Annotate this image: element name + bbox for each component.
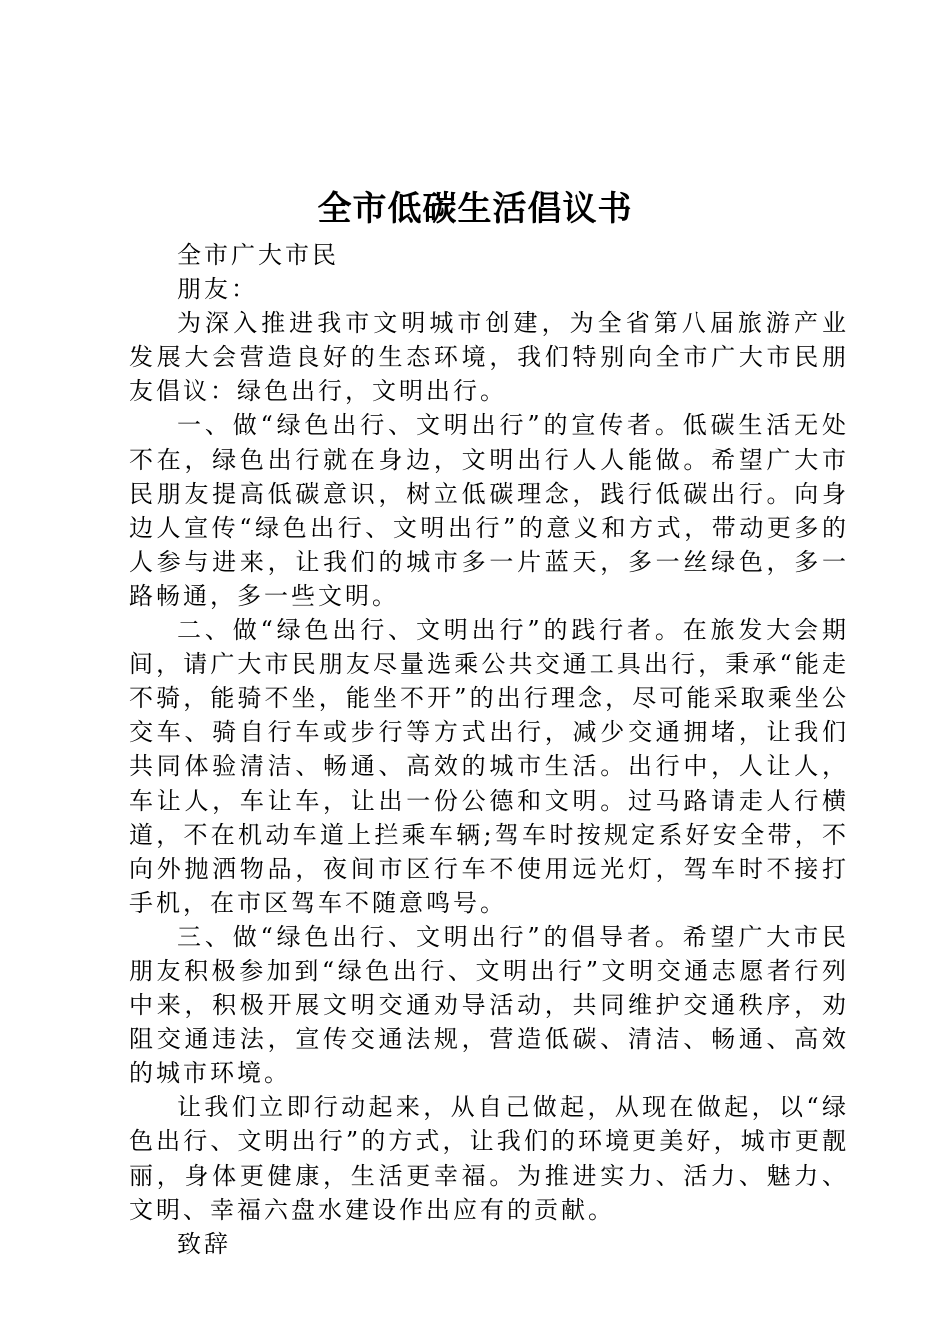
- paragraph-point-3: 三、做“绿色出行、文明出行”的倡导者。希望广大市民朋友积极参加到“绿色出行、文明出行”文明交通志愿者行列中来，积极开展文明交通劝导活动，共同维护交通秩序，劝阻交通违法，宣传交通法规，营造低碳、清洁、畅通、高效的城市环境。: [129, 922, 849, 1088]
- paragraph-point-2: 二、做“绿色出行、文明出行”的践行者。在旅发大会期间，请广大市民朋友尽量选乘公共交通工具出行，秉承“能走不骑，能骑不坐，能坐不开”的出行理念，尽可能采取乘坐公交车、骑自行车或步行等方式出行，减少交通拥堵，让我们共同体验清洁、畅通、高效的城市生活。出行中，人让人，车让人，车让车，让出一份公德和文明。过马路请走人行横道，不在机动车道上拦乘车辆;驾车时按规定系好安全带，不向外抛洒物品，夜间市区行车不使用远光灯，驾车时不接打手机，在市区驾车不随意鸣号。: [129, 616, 849, 917]
- document-title: 全市低碳生活倡议书: [317, 189, 633, 229]
- paragraph-intro: 为深入推进我市文明城市创建，为全省第八届旅游产业发展大会营造良好的生态环境，我们特别向全市广大市民朋友倡议：绿色出行，文明出行。: [129, 309, 849, 406]
- salutation-line-2: 朋友：: [177, 275, 258, 304]
- paragraph-conclusion: 让我们立即行动起来，从自己做起，从现在做起，以“绿色出行、文明出行”的方式，让我们的环境更美好，城市更靓丽，身体更健康，生活更幸福。为推进实力、活力、魅力、文明、幸福六盘水建设作出应有的贡献。: [129, 1093, 849, 1224]
- salutation-line-1: 全市广大市民: [177, 241, 339, 269]
- paragraph-point-1: 一、做“绿色出行、文明出行”的宣传者。低碳生活无处不在，绿色出行就在身边，文明出行人人能做。希望广大市民朋友提高低碳意识，树立低碳理念，践行低碳出行。向身边人宣传“绿色出行、文明出行”的意义和方式，带动更多的人参与进来，让我们的城市多一片蓝天，多一丝绿色，多一路畅通，多一些文明。: [129, 411, 849, 610]
- closing-text: 致辞: [177, 1229, 231, 1258]
- document-body: [129, 238, 849, 1261]
